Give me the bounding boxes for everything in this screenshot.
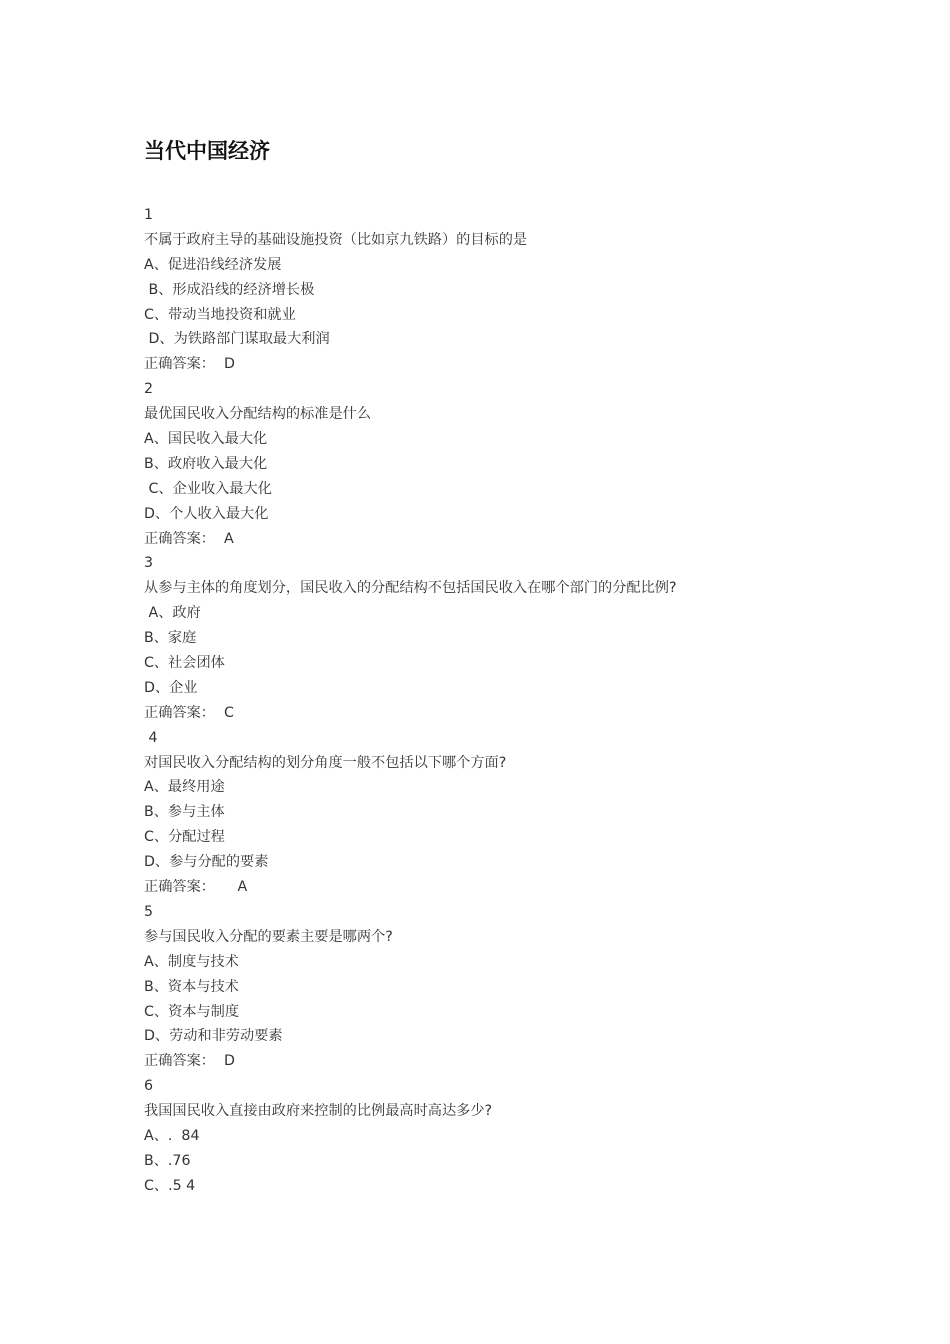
text-line: D、企业 (144, 679, 198, 696)
text-line: A、政府 (144, 605, 201, 622)
page-title: 当代中国经济 (144, 139, 270, 163)
text-line: 对国民收入分配结构的划分角度一般不包括以下哪个方面? (144, 754, 507, 771)
text-line: D、为铁路部门谋取最大利润 (144, 331, 330, 348)
text-line: 3 (144, 555, 154, 572)
text-line: B、.76 (144, 1152, 191, 1169)
text-line: 4 (144, 729, 158, 746)
text-line: 不属于政府主导的基础设施投资（比如京九铁路）的目标的是 (144, 231, 528, 248)
text-line: 我国国民收入直接由政府来控制的比例最高时高达多少? (144, 1103, 493, 1120)
text-line: 最优国民收入分配结构的标准是什么 (144, 406, 372, 423)
text-line: A、最终用途 (144, 779, 225, 796)
text-line: C、资本与制度 (144, 1003, 240, 1020)
text-line: B、家庭 (144, 630, 197, 647)
text-line: B、政府收入最大化 (144, 455, 268, 472)
text-line: D、个人收入最大化 (144, 505, 269, 522)
text-line: C、.5 4 (144, 1177, 196, 1194)
text-line: 5 (144, 903, 154, 920)
text-line: 2 (144, 381, 154, 398)
text-line: A、制度与技术 (144, 953, 239, 970)
text-line: C、带动当地投资和就业 (144, 306, 296, 323)
text-line: D、参与分配的要素 (144, 854, 269, 871)
text-line: 正确答案： C (144, 704, 234, 721)
text-line: 正确答案： D (144, 356, 235, 373)
text-line: A、促进沿线经济发展 (144, 256, 282, 273)
text-line: C、企业收入最大化 (144, 480, 272, 497)
text-line: 参与国民收入分配的要素主要是哪两个? (144, 928, 393, 945)
text-line: B、资本与技术 (144, 978, 239, 995)
text-line: D、劳动和非劳动要素 (144, 1028, 283, 1045)
text-line: 正确答案： A (144, 879, 248, 896)
question-list (144, 203, 864, 1199)
text-line: A、. 84 (144, 1127, 200, 1144)
text-line: 正确答案： D (144, 1053, 235, 1070)
text-line: C、社会团体 (144, 655, 225, 672)
text-line: 1 (144, 207, 154, 223)
text-line: 从参与主体的角度划分，国民收入的分配结构不包括国民收入在哪个部门的分配比例? (144, 580, 677, 597)
text-line: 6 (144, 1078, 154, 1095)
text-line: B、参与主体 (144, 804, 225, 821)
text-line: 正确答案： A (144, 530, 234, 547)
text-line: B、形成沿线的经济增长极 (144, 281, 315, 298)
text-line: C、分配过程 (144, 829, 225, 846)
text-line: A、国民收入最大化 (144, 431, 268, 448)
